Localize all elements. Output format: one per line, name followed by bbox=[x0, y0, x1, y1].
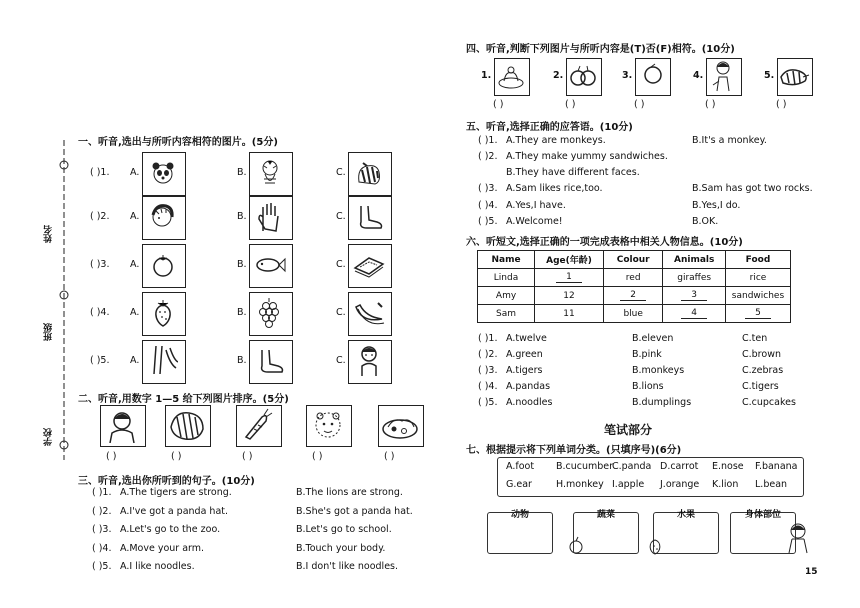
word-item: E.nose bbox=[712, 461, 744, 472]
option-b: B.Sam has got two rocks. bbox=[692, 183, 813, 194]
category-label: 身体部位 bbox=[744, 510, 781, 520]
lizard-icon bbox=[777, 58, 811, 94]
school-label: 学校 bbox=[44, 428, 54, 446]
word-item: C.panda bbox=[612, 461, 652, 472]
option-c: C.ten bbox=[742, 333, 768, 344]
option-b: B.pink bbox=[632, 349, 662, 360]
option-a: A.twelve bbox=[506, 333, 547, 344]
foot-icon bbox=[348, 196, 390, 238]
question-number: ( )1. bbox=[92, 487, 112, 498]
question-number: ( )5. bbox=[92, 561, 112, 572]
option-c: C.zebras bbox=[742, 365, 784, 376]
section5-title: 五、听音,选择正确的应答语。(10分) bbox=[466, 122, 633, 133]
written-heading: 笔试部分 bbox=[604, 423, 653, 437]
option-b: B.monkeys bbox=[632, 365, 685, 376]
page-number: 15 bbox=[805, 567, 818, 577]
option-letter: A. bbox=[130, 211, 140, 222]
answer-blank: ( ) bbox=[565, 99, 576, 110]
item-number: 4. bbox=[693, 70, 704, 81]
stationery-decoration bbox=[566, 535, 586, 555]
section7-title: 七、根据提示将下列单词分类。(只填序号)(6分) bbox=[466, 445, 682, 456]
answer-blank: ( ) bbox=[106, 451, 117, 462]
option-a: A.Let's go to the zoo. bbox=[120, 524, 221, 535]
answer-blank: ( ) bbox=[493, 99, 504, 110]
apples-icon bbox=[566, 58, 600, 94]
option-a: A.Move your arm. bbox=[120, 542, 205, 554]
table-cell-blank bbox=[535, 269, 604, 287]
table-cell: 12 bbox=[535, 287, 604, 305]
section2-title: 二、听音,用数字 1—5 给下列图片排序。(5分) bbox=[78, 394, 289, 405]
table-cell: rice bbox=[725, 269, 790, 287]
table-row bbox=[478, 287, 791, 305]
option-letter: C. bbox=[336, 167, 346, 178]
zebra-pattern-icon bbox=[165, 405, 209, 445]
option-a: A.I've got a panda hat. bbox=[120, 505, 229, 517]
option-a: A.tigers bbox=[506, 365, 543, 376]
table-cell-blank bbox=[725, 305, 790, 323]
question-number: ( )5. bbox=[478, 397, 498, 408]
answer-blank: ( ) bbox=[384, 451, 395, 462]
question-number: ( )4. bbox=[478, 200, 498, 211]
option-b: B.lions bbox=[632, 381, 664, 392]
option-letter: C. bbox=[336, 355, 346, 366]
option-a: A.noodles bbox=[506, 397, 553, 408]
option-b: B.Let's go to school. bbox=[296, 524, 392, 535]
option-a: A.green bbox=[506, 349, 543, 360]
option-letter: C. bbox=[336, 259, 346, 270]
tomato-icon bbox=[142, 244, 184, 286]
table-row bbox=[478, 269, 791, 287]
option-a: A.pandas bbox=[506, 381, 551, 392]
tiger-icon bbox=[249, 152, 291, 194]
orange-icon bbox=[635, 58, 669, 94]
question-number: ( )3. bbox=[478, 183, 498, 194]
table-header: Name bbox=[478, 251, 535, 269]
table-cell: red bbox=[603, 269, 662, 287]
category-box bbox=[487, 512, 553, 554]
question-number: ( )2. bbox=[90, 211, 110, 222]
option-b: B.dumplings bbox=[632, 397, 692, 408]
sandwich-icon bbox=[348, 244, 390, 286]
answer-blank: ( ) bbox=[776, 99, 787, 110]
table-header-row bbox=[478, 251, 791, 269]
table-header: Colour bbox=[603, 251, 662, 269]
section1-title: 一、听音,选出与所听内容相符的图片。(5分) bbox=[78, 137, 278, 148]
option-b: B.eleven bbox=[632, 333, 674, 344]
question-number: ( )4. bbox=[92, 542, 112, 554]
food-bowl-icon bbox=[494, 58, 528, 94]
item-number: 2. bbox=[553, 70, 564, 81]
grapes-icon bbox=[249, 292, 291, 334]
option-b: B.I don't like noodles. bbox=[296, 561, 399, 572]
girl-decoration bbox=[786, 521, 810, 555]
table-cell: blue bbox=[603, 305, 662, 323]
carrots-icon bbox=[236, 405, 280, 445]
cartoon-face-icon bbox=[306, 405, 350, 445]
option-b: B.Yes,I do. bbox=[692, 200, 741, 211]
answer-blank: ( ) bbox=[171, 451, 182, 462]
category-label: 动物 bbox=[510, 510, 529, 520]
panda-icon bbox=[142, 152, 184, 194]
left-margin bbox=[40, 130, 70, 470]
table-cell: 11 bbox=[535, 305, 604, 323]
table-cell-blank bbox=[663, 305, 726, 323]
blank-number: 5 bbox=[745, 308, 771, 319]
word-item: A.foot bbox=[506, 461, 535, 472]
girl-icon bbox=[706, 58, 740, 94]
word-item: B.cucumber bbox=[556, 461, 614, 472]
question-number: ( )2. bbox=[478, 151, 498, 162]
word-item: I.apple bbox=[612, 479, 645, 490]
option-letter: C. bbox=[336, 307, 346, 318]
word-item: L.bean bbox=[755, 479, 788, 490]
margin-line bbox=[40, 130, 70, 470]
question-number: ( )4. bbox=[478, 381, 498, 392]
option-b: B.Touch your body. bbox=[296, 542, 386, 554]
option-a: B.They have different faces. bbox=[506, 167, 640, 178]
table-header: Age(年龄) bbox=[535, 251, 604, 269]
option-a: A.I like noodles. bbox=[120, 561, 195, 572]
table-header: Food bbox=[725, 251, 790, 269]
option-a: A.The tigers are strong. bbox=[120, 487, 232, 498]
option-c: C.tigers bbox=[742, 381, 779, 392]
item-number: 1. bbox=[481, 70, 492, 81]
blank-number: 2 bbox=[620, 290, 646, 301]
category-label: 水果 bbox=[676, 510, 695, 520]
table-cell: sandwiches bbox=[725, 287, 790, 305]
section4-title: 四、听音,判断下列图片与所听内容是(T)否(F)相符。(10分) bbox=[466, 44, 735, 55]
strawberry-icon bbox=[142, 292, 184, 334]
option-b: B.She's got a panda hat. bbox=[296, 505, 413, 517]
word-item: K.lion bbox=[712, 479, 739, 490]
question-number: ( )1. bbox=[478, 333, 498, 344]
class-label: 班级 bbox=[44, 323, 54, 341]
hand-icon bbox=[249, 196, 291, 238]
option-letter: A. bbox=[130, 167, 140, 178]
option-letter: B. bbox=[237, 259, 247, 270]
option-a: A.They make yummy sandwiches. bbox=[506, 151, 668, 162]
option-c: C.cupcakes bbox=[742, 397, 796, 408]
legs-icon bbox=[142, 340, 184, 382]
boy-icon bbox=[348, 340, 390, 382]
question-number: ( )2. bbox=[478, 349, 498, 360]
option-c: C.brown bbox=[742, 349, 781, 360]
option-a: A.Welcome! bbox=[506, 216, 563, 227]
table-cell: giraffes bbox=[663, 269, 726, 287]
question-number: ( )2. bbox=[92, 505, 112, 517]
table-cell: Amy bbox=[478, 287, 535, 305]
section6-title: 六、听短文,选择正确的一项完成表格中相关人物信息。(10分) bbox=[466, 237, 743, 248]
strawberry-decoration bbox=[646, 536, 664, 556]
hair-icon bbox=[142, 196, 184, 238]
answer-blank: ( ) bbox=[705, 99, 716, 110]
question-number: ( )5. bbox=[478, 216, 498, 227]
table-cell-blank bbox=[603, 287, 662, 305]
option-letter: B. bbox=[237, 307, 247, 318]
option-b: B.The lions are strong. bbox=[296, 487, 403, 498]
item-number: 5. bbox=[764, 70, 775, 81]
question-number: ( )5. bbox=[90, 355, 110, 366]
blank-number: 1 bbox=[556, 272, 582, 283]
option-letter: B. bbox=[237, 355, 247, 366]
question-number: ( )4. bbox=[90, 307, 110, 318]
boy-portrait-icon bbox=[100, 405, 144, 445]
food-plate-icon bbox=[378, 405, 422, 445]
table-cell: Sam bbox=[478, 305, 535, 323]
foot-icon bbox=[249, 340, 291, 382]
word-item: G.ear bbox=[506, 479, 532, 490]
word-item: H.monkey bbox=[556, 479, 604, 490]
blank-number: 3 bbox=[681, 290, 707, 301]
question-number: ( )3. bbox=[478, 365, 498, 376]
answer-blank: ( ) bbox=[312, 451, 323, 462]
fish-icon bbox=[249, 244, 291, 286]
bananas-icon bbox=[348, 292, 390, 334]
table-row bbox=[478, 305, 791, 323]
option-letter: A. bbox=[130, 259, 140, 270]
option-letter: A. bbox=[130, 307, 140, 318]
option-b: B.It's a monkey. bbox=[692, 135, 767, 146]
item-number: 3. bbox=[622, 70, 633, 81]
section3-title: 三、听音,选出你所听到的句子。(10分) bbox=[78, 476, 255, 487]
option-letter: B. bbox=[237, 211, 247, 222]
option-letter: B. bbox=[237, 167, 247, 178]
category-label: 蔬菜 bbox=[596, 510, 615, 520]
option-letter: A. bbox=[130, 355, 140, 366]
question-number: ( )1. bbox=[478, 135, 498, 146]
info-table bbox=[477, 250, 791, 323]
option-a: A.Yes,I have. bbox=[506, 200, 566, 211]
option-letter: C. bbox=[336, 211, 346, 222]
question-number: ( )3. bbox=[90, 259, 110, 270]
table-cell-blank bbox=[663, 287, 726, 305]
table-cell: Linda bbox=[478, 269, 535, 287]
word-item: J.orange bbox=[660, 479, 700, 490]
answer-blank: ( ) bbox=[634, 99, 645, 110]
option-a: A.They are monkeys. bbox=[506, 135, 606, 146]
question-number: ( )1. bbox=[90, 167, 110, 178]
table-header: Animals bbox=[663, 251, 726, 269]
name-label: 姓名 bbox=[44, 225, 54, 243]
word-item: F.banana bbox=[755, 461, 798, 472]
question-number: ( )3. bbox=[92, 524, 112, 535]
option-a: A.Sam likes rice,too. bbox=[506, 183, 603, 194]
blank-number: 4 bbox=[681, 308, 707, 319]
option-b: B.OK. bbox=[692, 216, 719, 227]
answer-blank: ( ) bbox=[242, 451, 253, 462]
zebra-icon bbox=[348, 152, 390, 194]
word-item: D.carrot bbox=[660, 461, 699, 472]
